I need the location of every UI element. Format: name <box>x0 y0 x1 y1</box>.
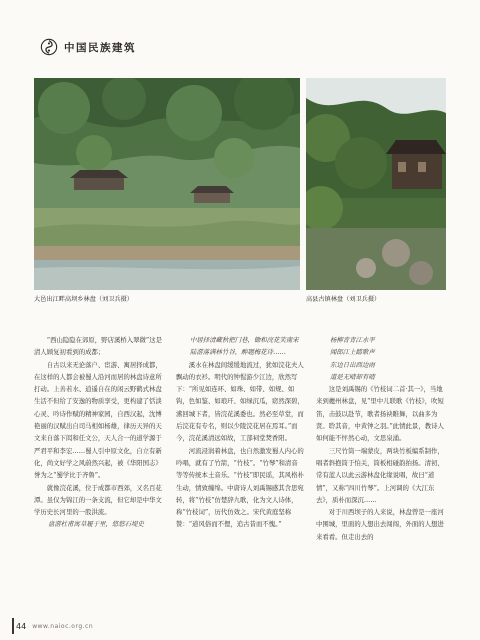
paragraph: 闻郎江上踏歌声 <box>330 348 375 357</box>
paragraph: 自古以来无论落户、宦游、寓居择成都，在这样的人都会被蜀人沿河而居的林盘诗意所打动。上善若水、逍遥自在的闲云野鹤式林盘生活不但给了安逸的物质享受，更构建了恬淡心灵、吟诗作赋的精神家园，自西汉起，沈博艳丽的汉赋出自司马相如杨雄，律历天异的天文来自落下闳和任文公，天人合一的道学源于严君平和李宏……蜀人引中原文化，自立有新化，尚文好学之风蔚然兴起，被《华阳国志》誉为之“蜀学比于齐鲁”。 <box>34 360 162 480</box>
paragraph: 盘游杜甫寓草履于里，悠悠石堤史 <box>48 520 144 529</box>
text-column-2 <box>176 334 304 531</box>
paragraph: 三尺竹筒一端蒙皮，两块竹板编系制作，唱者斜抱筒于怕关，筒板相碰韵拍扬。清初，常有蓝人以此云游林盘化缘说唱，故曰“道情”，又称“四川竹琴”。上河调的《大江东去》，质朴而深沉…… <box>316 446 444 504</box>
website-url[interactable]: www.naioc.org.cn <box>32 623 94 630</box>
photo-village-valley <box>34 78 300 290</box>
paragraph: 东边日出西边雨 <box>330 360 375 369</box>
text-column-1 <box>34 334 162 531</box>
paragraph: “西山隐隐在郊原，野店溪桥入翠微”这是清人顾复初看到的成都； <box>34 336 162 357</box>
photo-caption-left: 大邑出江畔高坝乡林盘（刘卫兵摄） <box>34 296 133 303</box>
page-footer <box>16 622 93 631</box>
paragraph: 杨柳青青江水平 <box>330 336 375 344</box>
text-column-3 <box>316 334 446 543</box>
paragraph: 就像浣花溪，位于成都市西郊，又名百花潭。虽仅为锦江的一条支流，但它却是中华文学历史长河里的一股洪流。 <box>34 483 162 517</box>
photo-caption-right: 高县古镇林盘（刘卫兵摄） <box>306 296 381 303</box>
paragraph: 河流浸润着林盘，也自然激发蜀人内心的吟唱，就有了竹箭，“竹枝”。“竹琴”和清音等等传统本土音乐。“竹枝”即民谣，其风格朴生动，情致缠绵。中唐诗人刘禹锡感其含思宛转，将“竹枝”仿楚辞九歌，化为文人诗体，称“竹枝词”，历代仿效之。宋代黄庭坚称赞：“道风俗而不俚，追古昔而不愧。” <box>176 446 304 529</box>
photo-wooden-house <box>306 78 446 290</box>
paragraph: 这是刘禹锡的《竹枝词二首·其一》，当地来到夔州林盘，见“里中儿联歌《竹枝》，吹短笛，击鼓以赴节，歌者扬袂睢舞，以曲多为贤。聆其音，中黄钟之羽。”此情此景，教诗人如何能不怦然心动，文思泉涌。 <box>316 385 444 443</box>
paragraph: 道是无晴却有晴 <box>330 372 375 381</box>
magazine-title: 中国民族建筑 <box>64 41 136 54</box>
swirl-ornament-icon <box>40 38 58 56</box>
paragraph: 对于川西坝子的人来说，林盘曾是一座河中围城，里面的人想出去闯闯，外面的人想进来看看。但走出去的 <box>316 508 444 541</box>
footer-accent-bar <box>12 618 14 634</box>
magazine-header <box>40 36 136 58</box>
paragraph: 中居择清藏秋把门巷，锄和浣花笑南宋陆游落满林竹谷，醉题梅花诗…… <box>190 336 299 357</box>
paragraph: 溪水在林盘间缓缓地流过，犹如浣花夫人飘动的衣衫。明代的钟惺游少江边，欣然写下：“所见如连环、如珠、如带、如规、如钩，色如鉴、如琅玕、如绿沉瓜，窈然深碧，潆回城下者，皆浣花溪委也。然必至草堂，而后浣花有专名，则以少陵浣花居在焉耳。”而今，浣花溪清远如故，工部祠堂焚香阳。 <box>176 360 304 443</box>
page-number: 44 <box>16 622 27 631</box>
